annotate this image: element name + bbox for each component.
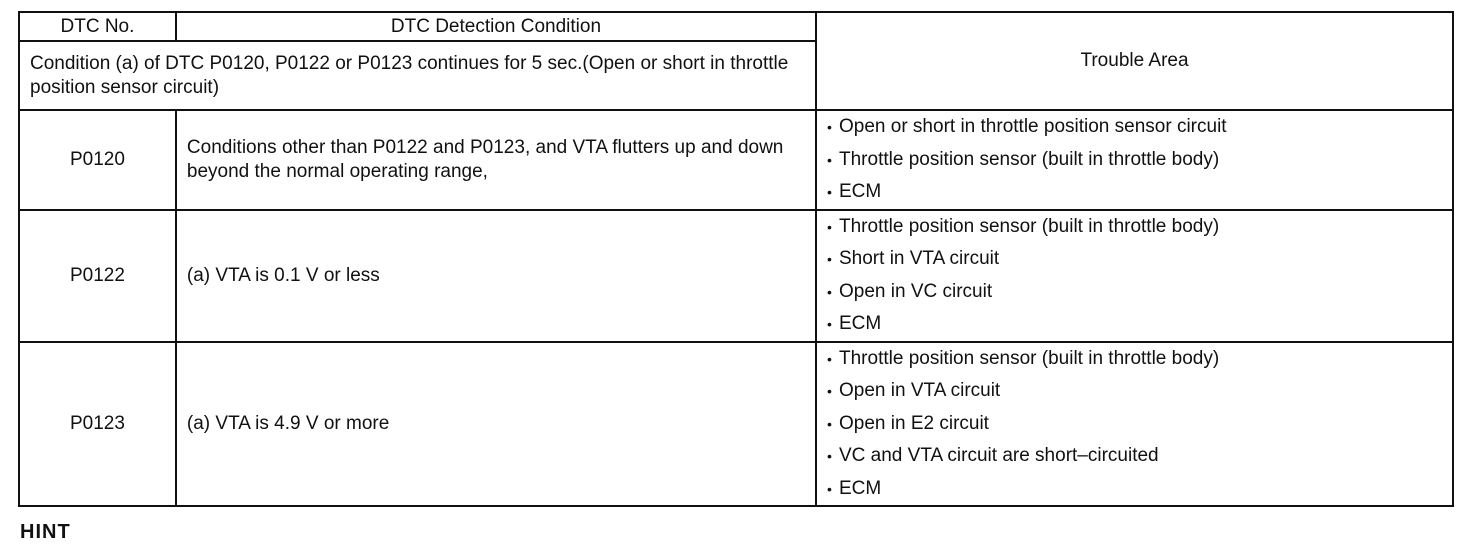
bullet-icon: • bbox=[827, 283, 832, 300]
dtc-code: P0120 bbox=[19, 110, 176, 210]
trouble-area-item: Short in VTA circuit bbox=[839, 248, 1000, 269]
bullet-icon: • bbox=[827, 350, 832, 367]
detection-condition-header: DTC Detection Condition bbox=[176, 12, 816, 41]
trouble-area-item: Open in E2 circuit bbox=[839, 412, 989, 434]
trouble-area-item: VC and VTA circuit are short–circuited bbox=[839, 445, 1159, 466]
bullet-icon: • bbox=[827, 383, 832, 399]
bullet-icon: • bbox=[827, 184, 832, 200]
trouble-area-item: ECM bbox=[839, 181, 882, 202]
dtc-table bbox=[18, 11, 1454, 507]
list-item bbox=[827, 243, 1442, 276]
trouble-area-item: Throttle position sensor (built in throttle body) bbox=[839, 148, 1220, 170]
dtc-no-header: DTC No. bbox=[19, 12, 176, 41]
list-item bbox=[827, 375, 1442, 408]
table-row bbox=[19, 110, 1453, 210]
trouble-area-item: Throttle position sensor (built in throttle body) bbox=[839, 347, 1220, 369]
list-item bbox=[827, 211, 1442, 244]
bullet-icon: • bbox=[827, 448, 832, 464]
trouble-area-header: Trouble Area bbox=[816, 12, 1453, 110]
trouble-area-item: ECM bbox=[839, 313, 882, 334]
detection-condition: (a) VTA is 0.1 V or less bbox=[176, 210, 816, 342]
list-item bbox=[827, 176, 1442, 209]
header-row bbox=[19, 12, 1453, 41]
trouble-area-item: ECM bbox=[839, 477, 882, 499]
bullet-icon: • bbox=[827, 151, 832, 168]
detection-condition: (a) VTA is 4.9 V or more bbox=[176, 342, 816, 507]
bullet-icon: • bbox=[827, 119, 832, 135]
bullet-icon: • bbox=[827, 480, 832, 497]
main-condition-text: Condition (a) of DTC P0120, P0122 or P0123 continues for 5 sec.(Open or short in throttle position sensor circuit) bbox=[19, 41, 816, 110]
trouble-area-cell bbox=[816, 342, 1453, 507]
list-item bbox=[827, 111, 1442, 144]
list-item bbox=[827, 408, 1442, 441]
trouble-area-list bbox=[827, 211, 1442, 341]
list-item bbox=[827, 276, 1442, 309]
bullet-icon: • bbox=[827, 251, 832, 267]
list-item bbox=[827, 473, 1442, 506]
trouble-area-list bbox=[827, 343, 1442, 506]
list-item bbox=[827, 144, 1442, 177]
dtc-code: P0123 bbox=[19, 342, 176, 507]
table-row bbox=[19, 210, 1453, 342]
list-item bbox=[827, 308, 1442, 341]
trouble-area-item: Open or short in throttle position sensor circuit bbox=[839, 116, 1227, 137]
bullet-icon: • bbox=[827, 316, 832, 332]
trouble-area-item: Open in VC circuit bbox=[839, 280, 993, 302]
dtc-code: P0122 bbox=[19, 210, 176, 342]
bullet-icon: • bbox=[827, 415, 832, 432]
table-row bbox=[19, 342, 1453, 507]
hint-heading: HINT bbox=[20, 521, 71, 543]
detection-condition: Conditions other than P0122 and P0123, and VTA flutters up and down beyond the normal operating range, bbox=[176, 110, 816, 210]
bullet-icon: • bbox=[827, 218, 832, 235]
list-item bbox=[827, 343, 1442, 376]
trouble-area-item: Throttle position sensor (built in throttle body) bbox=[839, 215, 1220, 237]
list-item bbox=[827, 440, 1442, 473]
trouble-area-cell bbox=[816, 210, 1453, 342]
trouble-area-list bbox=[827, 111, 1442, 209]
trouble-area-cell bbox=[816, 110, 1453, 210]
trouble-area-item: Open in VTA circuit bbox=[839, 380, 1001, 401]
